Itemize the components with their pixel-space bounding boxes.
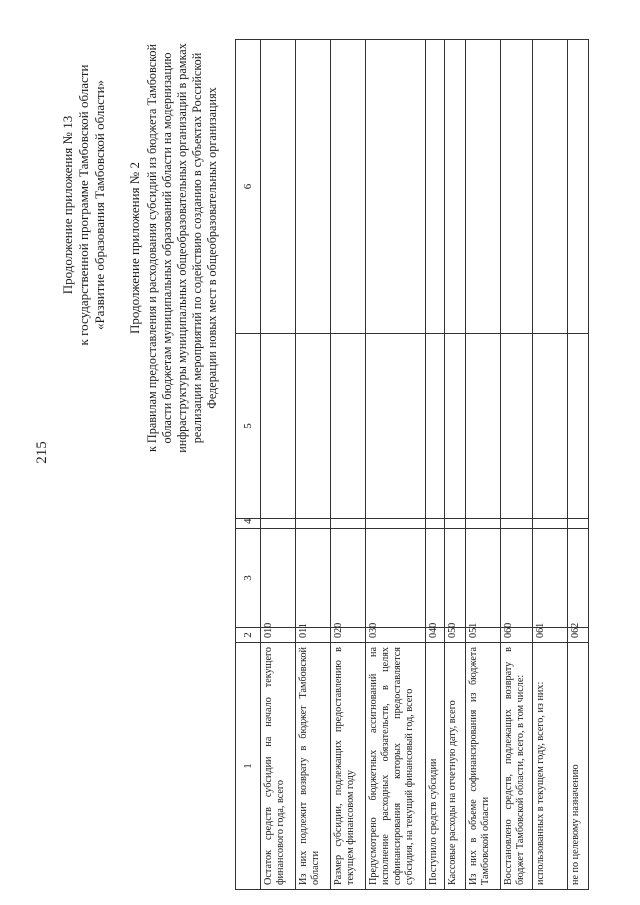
table-row bbox=[296, 40, 331, 890]
rules-line-2: области бюджетам муниципальных образований области на модернизацию bbox=[160, 52, 174, 444]
empty-cell-col-4 bbox=[366, 519, 426, 529]
table-row bbox=[445, 40, 466, 890]
table-row bbox=[466, 40, 501, 890]
row-code: 010 bbox=[261, 628, 296, 643]
rules-line-5: Федерации новых мест в общеобразовательных организациях bbox=[205, 87, 219, 409]
row-code: 061 bbox=[533, 628, 568, 643]
table-row bbox=[331, 40, 366, 890]
empty-cell-col-6 bbox=[261, 40, 296, 334]
row-code: 011 bbox=[296, 628, 331, 643]
rules-line-4: реализации мероприятий по содействию созданию в субъектах Российской bbox=[190, 52, 204, 444]
row-label: использованных в текущем году, всего, из них: bbox=[533, 643, 568, 890]
empty-cell-col-5 bbox=[331, 334, 366, 519]
appendix-header-line-3: «Развитие образования Тамбовской области» bbox=[92, 79, 107, 331]
empty-cell-col-4 bbox=[533, 519, 568, 529]
empty-cell-col-3 bbox=[501, 529, 533, 628]
empty-cell-col-6 bbox=[445, 40, 466, 334]
empty-cell-col-3 bbox=[445, 529, 466, 628]
col-header-1: 1 bbox=[236, 643, 261, 890]
empty-cell-col-5 bbox=[466, 334, 501, 519]
empty-cell-col-5 bbox=[445, 334, 466, 519]
col-header-3: 3 bbox=[236, 529, 261, 628]
empty-cell-col-6 bbox=[331, 40, 366, 334]
table-row bbox=[501, 40, 533, 890]
table-row bbox=[261, 40, 296, 890]
empty-cell-col-4 bbox=[261, 519, 296, 529]
row-code: 020 bbox=[331, 628, 366, 643]
empty-cell-col-3 bbox=[296, 529, 331, 628]
empty-cell-col-3 bbox=[261, 529, 296, 628]
table-row bbox=[533, 40, 568, 890]
rules-line-3: инфраструктуры муниципальных общеобразовательных организаций в рамках bbox=[175, 43, 189, 453]
row-code: 062 bbox=[568, 628, 589, 643]
row-label: Из них в объеме софинансирования из бюджета Тамбовской области bbox=[466, 643, 501, 890]
table-row bbox=[426, 40, 445, 890]
col-header-2: 2 bbox=[236, 628, 261, 643]
empty-cell-col-4 bbox=[331, 519, 366, 529]
empty-cell-col-5 bbox=[296, 334, 331, 519]
table-row bbox=[366, 40, 426, 890]
page-number: 215 bbox=[34, 441, 50, 464]
row-label: не по целевому назначению bbox=[568, 643, 589, 890]
empty-cell-col-6 bbox=[466, 40, 501, 334]
empty-cell-col-3 bbox=[533, 529, 568, 628]
empty-cell-col-5 bbox=[533, 334, 568, 519]
row-label: Предусмотрено бюджетных ассигнований на исполнение расходных обязательств, в целях софинансирования которых предоставляется субсидия, на текущий финансовый год, всего bbox=[366, 643, 426, 890]
row-label: Размер субсидии, подлежащих предоставлению в текущем финансовом году bbox=[331, 643, 366, 890]
row-code: 060 bbox=[501, 628, 533, 643]
empty-cell-col-4 bbox=[501, 519, 533, 529]
empty-cell-col-6 bbox=[426, 40, 445, 334]
row-code: 040 bbox=[426, 628, 445, 643]
empty-cell-col-4 bbox=[568, 519, 589, 529]
appendix-header-line-1: Продолжение приложения № 13 bbox=[60, 115, 75, 295]
empty-cell-col-5 bbox=[426, 334, 445, 519]
empty-cell-col-5 bbox=[366, 334, 426, 519]
empty-cell-col-3 bbox=[568, 529, 589, 628]
row-code: 050 bbox=[445, 628, 466, 643]
row-label: Поступило средств субсидии bbox=[426, 643, 445, 890]
table-header-row bbox=[236, 40, 261, 890]
empty-cell-col-6 bbox=[533, 40, 568, 334]
rules-title: Продолжение приложения № 2 bbox=[127, 162, 142, 334]
empty-cell-col-5 bbox=[501, 334, 533, 519]
report-table bbox=[235, 40, 625, 890]
appendix-header-line-2: к государственной программе Тамбовской области bbox=[76, 64, 91, 346]
table-row bbox=[568, 40, 589, 890]
empty-cell-col-6 bbox=[568, 40, 589, 334]
col-header-4: 4 bbox=[236, 519, 261, 529]
empty-cell-col-5 bbox=[568, 334, 589, 519]
empty-cell-col-4 bbox=[445, 519, 466, 529]
rules-block bbox=[127, 13, 220, 483]
row-label: Кассовые расходы на отчетную дату, всего bbox=[445, 643, 466, 890]
empty-cell-col-4 bbox=[296, 519, 331, 529]
rules-line-1: к Правилам предоставления и расходования субсидий из бюджета Тамбовской bbox=[145, 43, 159, 453]
empty-cell-col-4 bbox=[426, 519, 445, 529]
row-code: 051 bbox=[466, 628, 501, 643]
row-label: Восстановлено средств, подлежащих возврату в бюджет Тамбовской области, всего, в том числе: bbox=[501, 643, 533, 890]
col-header-6: 6 bbox=[236, 40, 261, 334]
empty-cell-col-6 bbox=[296, 40, 331, 334]
empty-cell-col-4 bbox=[466, 519, 501, 529]
empty-cell-col-3 bbox=[426, 529, 445, 628]
empty-cell-col-3 bbox=[366, 529, 426, 628]
empty-cell-col-3 bbox=[466, 529, 501, 628]
row-code: 030 bbox=[366, 628, 426, 643]
empty-cell-col-6 bbox=[366, 40, 426, 334]
row-label: Остаток средств субсидии на начало текущего финансового года, всего bbox=[261, 643, 296, 890]
col-header-5: 5 bbox=[236, 334, 261, 519]
empty-cell-col-5 bbox=[261, 334, 296, 519]
row-label: Из них подлежит возврату в бюджет Тамбовской области bbox=[296, 643, 331, 890]
appendix-header bbox=[60, 25, 108, 385]
empty-cell-col-6 bbox=[501, 40, 533, 334]
empty-cell-col-3 bbox=[331, 529, 366, 628]
